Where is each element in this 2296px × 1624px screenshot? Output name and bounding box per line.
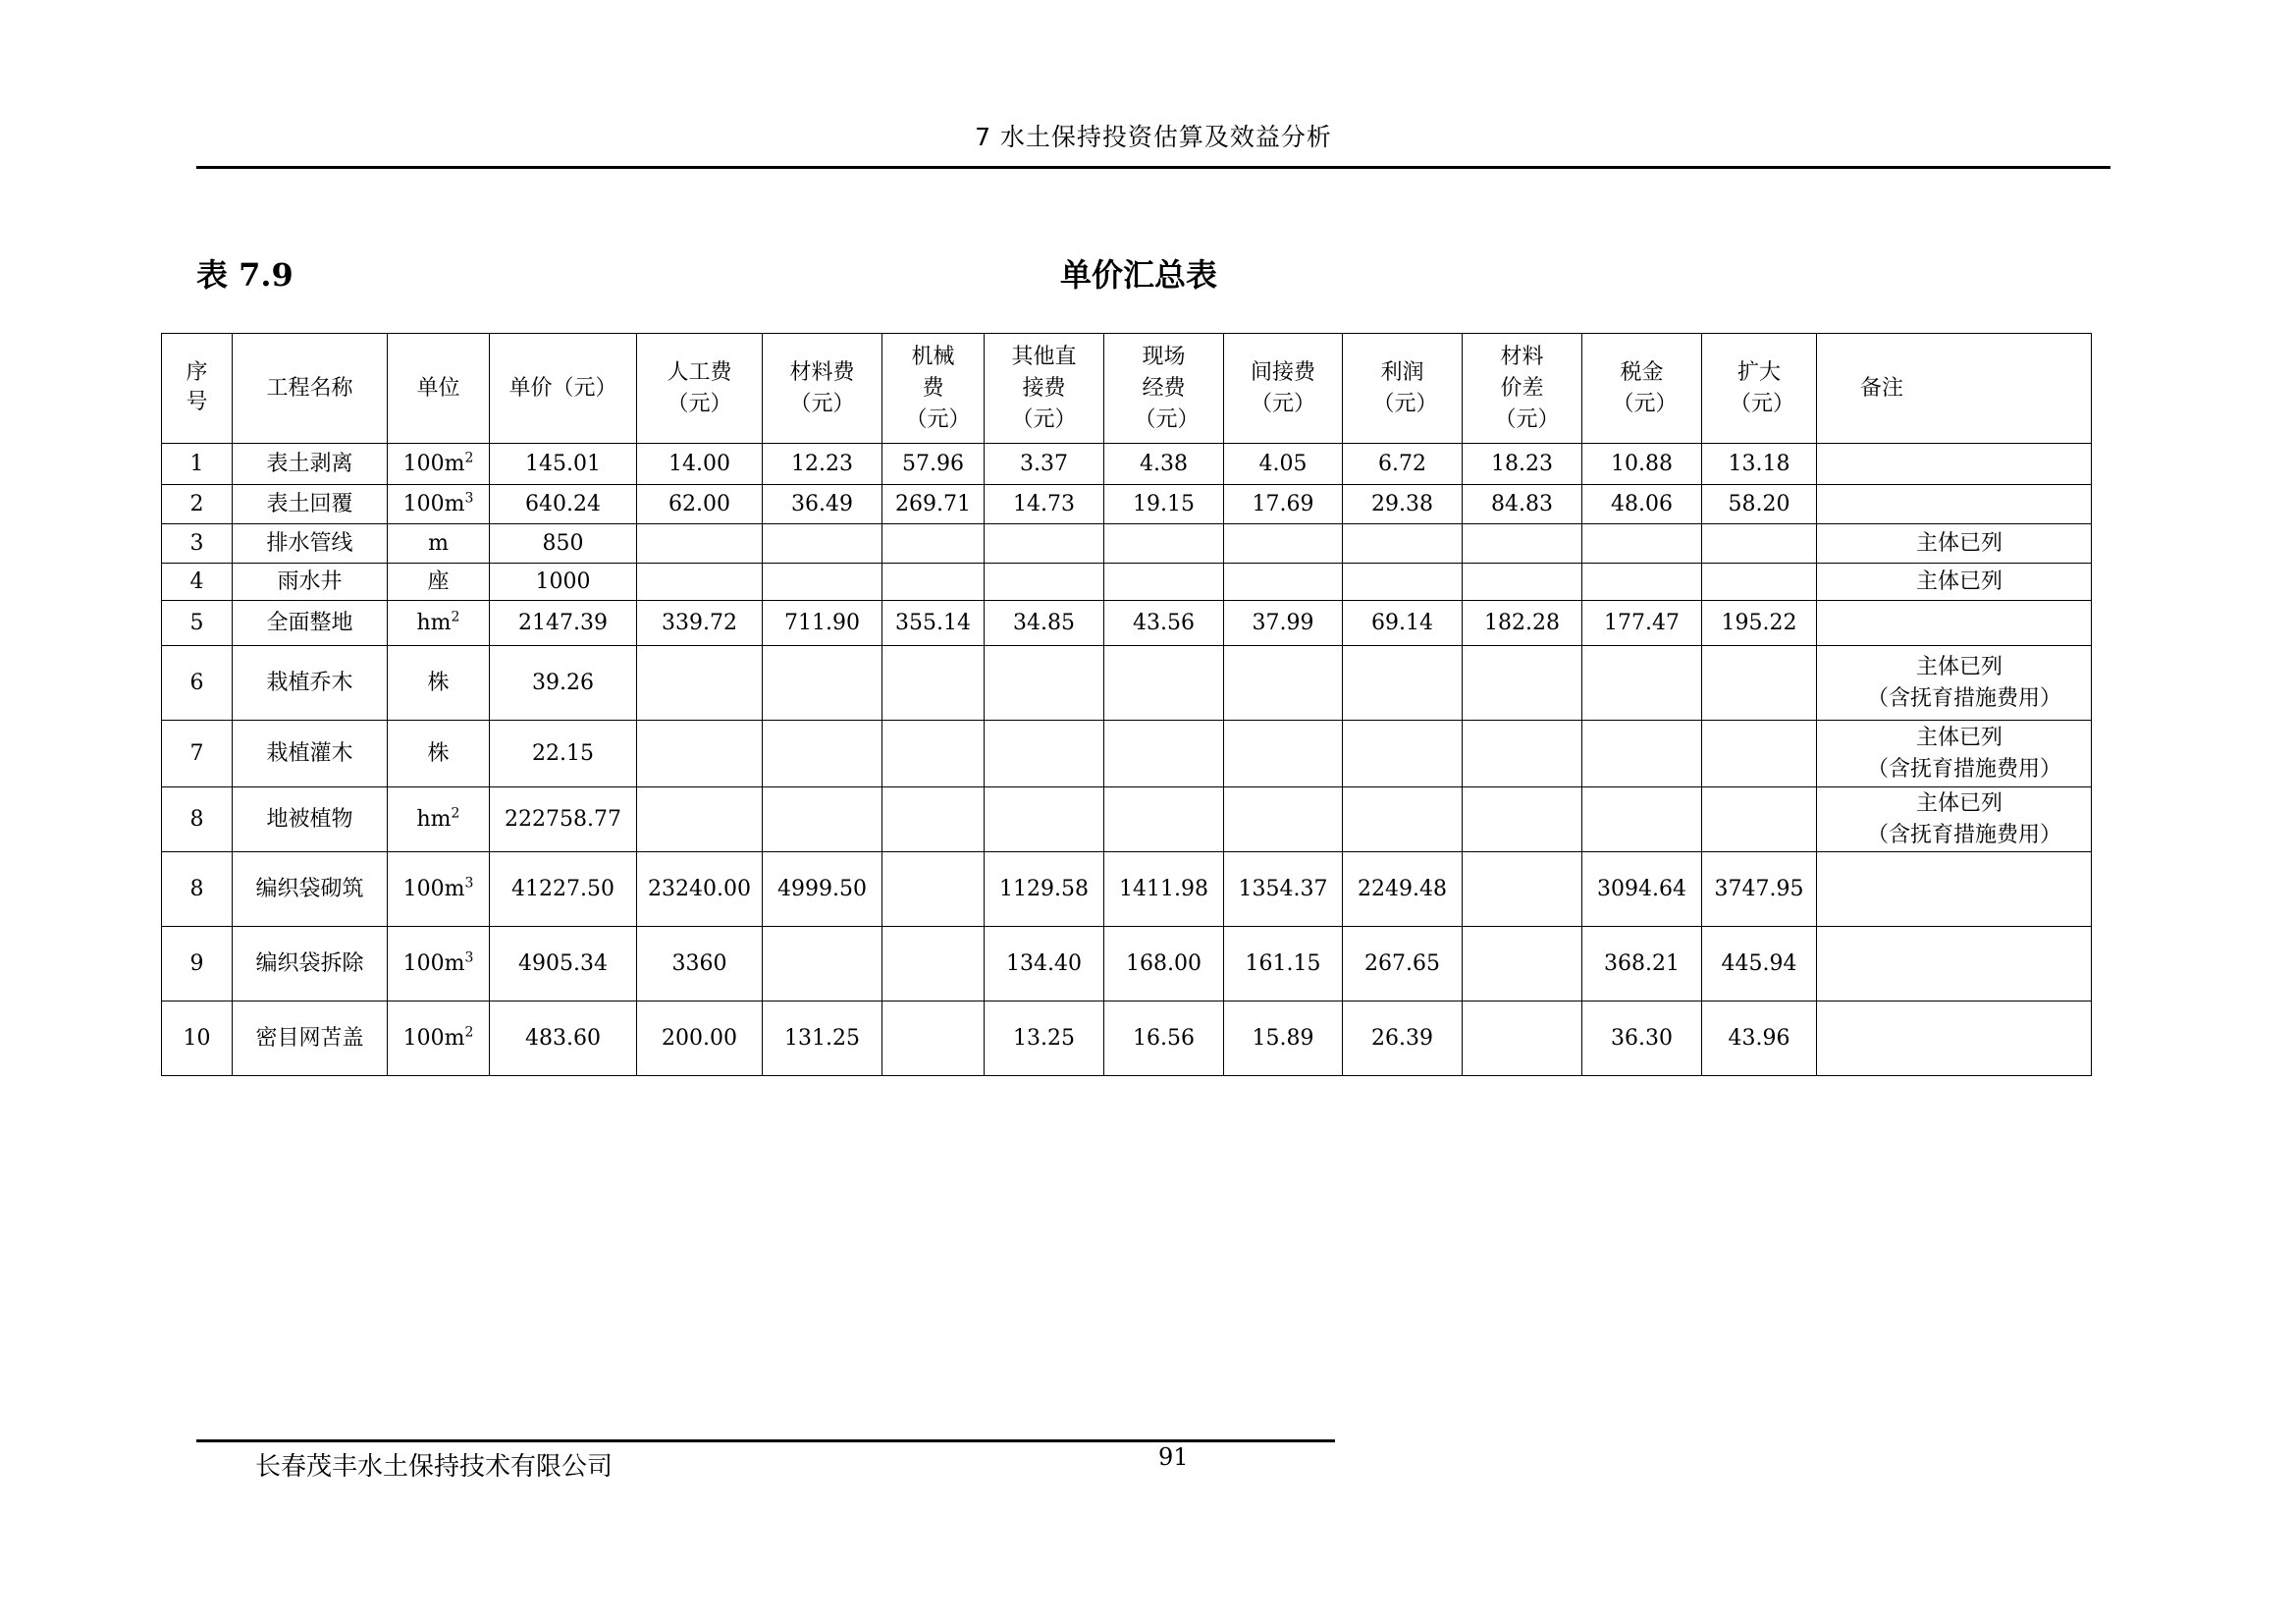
cell-expand — [1702, 524, 1817, 564]
cell-seq: 8 — [162, 787, 233, 852]
remark-line-1: 主体已列 — [1915, 790, 2002, 816]
cell-remark — [1817, 444, 2092, 485]
cell-indirect: 37.99 — [1224, 601, 1343, 646]
cell-tax: 48.06 — [1582, 485, 1702, 524]
cell-labor — [637, 787, 763, 852]
cell-other-direct: 14.73 — [985, 485, 1104, 524]
cell-indirect: 161.15 — [1224, 927, 1343, 1001]
cell-machine: 269.71 — [882, 485, 985, 524]
unit-text: 100m — [402, 876, 465, 901]
cell-expand — [1702, 564, 1817, 601]
unit-text: hm — [416, 806, 452, 832]
page-number: 91 — [1158, 1443, 1189, 1471]
cell-indirect: 4.05 — [1224, 444, 1343, 485]
cell-name: 栽植乔木 — [233, 646, 388, 721]
cell-site: 43.56 — [1104, 601, 1224, 646]
unit-text: 座 — [427, 568, 450, 594]
cell-machine — [882, 564, 985, 601]
unit-superscript: 2 — [451, 609, 460, 625]
cell-material: 36.49 — [763, 485, 882, 524]
cell-tax — [1582, 721, 1702, 787]
cell-profit — [1343, 564, 1463, 601]
cell-tax — [1582, 564, 1702, 601]
cell-name: 表土剥离 — [233, 444, 388, 485]
cell-expand: 58.20 — [1702, 485, 1817, 524]
table-row — [162, 787, 2092, 852]
cell-mat-diff — [1463, 564, 1582, 601]
cell-other-direct — [985, 646, 1104, 721]
cell-machine — [882, 524, 985, 564]
table-row — [162, 444, 2092, 485]
table-row — [162, 601, 2092, 646]
cell-name: 地被植物 — [233, 787, 388, 852]
table-row — [162, 852, 2092, 927]
cell-expand: 195.22 — [1702, 601, 1817, 646]
cell-indirect — [1224, 721, 1343, 787]
cell-labor: 23240.00 — [637, 852, 763, 927]
cell-price: 39.26 — [490, 646, 637, 721]
cell-remark — [1817, 601, 2092, 646]
remark-line-2: （含抚育措施费用） — [1866, 756, 2061, 782]
cell-seq: 3 — [162, 524, 233, 564]
unit-superscript: 3 — [464, 875, 474, 892]
cell-seq: 7 — [162, 721, 233, 787]
cell-remark — [1817, 927, 2092, 1001]
cell-mat-diff — [1463, 852, 1582, 927]
cell-site: 16.56 — [1104, 1001, 1224, 1076]
cell-name: 编织袋拆除 — [233, 927, 388, 1001]
cell-material: 4999.50 — [763, 852, 882, 927]
table-title: 单价汇总表 — [1059, 256, 1217, 294]
table-row — [162, 927, 2092, 1001]
cell-profit: 6.72 — [1343, 444, 1463, 485]
col-mat-diff: 材料价差（元） — [1463, 334, 1582, 444]
cell-unit — [388, 646, 490, 721]
cell-other-direct — [985, 787, 1104, 852]
cell-seq: 2 — [162, 485, 233, 524]
cell-expand: 43.96 — [1702, 1001, 1817, 1076]
cell-profit: 29.38 — [1343, 485, 1463, 524]
cell-tax: 3094.64 — [1582, 852, 1702, 927]
cell-site — [1104, 524, 1224, 564]
cell-profit: 267.65 — [1343, 927, 1463, 1001]
cell-name: 排水管线 — [233, 524, 388, 564]
col-machine: 机械费（元） — [882, 334, 985, 444]
col-site: 现场经费（元） — [1104, 334, 1224, 444]
col-unit: 单位 — [388, 334, 490, 444]
cell-name: 编织袋砌筑 — [233, 852, 388, 927]
unit-text: 100m — [402, 491, 465, 516]
unit-superscript: 2 — [464, 1024, 474, 1041]
cell-seq: 8 — [162, 852, 233, 927]
table-header-row — [162, 334, 2092, 444]
cell-remark — [1817, 852, 2092, 927]
remark-line-2: （含抚育措施费用） — [1866, 822, 2061, 847]
cell-remark — [1817, 646, 2092, 721]
cell-tax — [1582, 787, 1702, 852]
cell-labor: 62.00 — [637, 485, 763, 524]
table-row — [162, 485, 2092, 524]
cell-indirect: 1354.37 — [1224, 852, 1343, 927]
cell-other-direct: 34.85 — [985, 601, 1104, 646]
unit-text: 100m — [402, 950, 465, 976]
cell-price: 483.60 — [490, 1001, 637, 1076]
cell-material — [763, 721, 882, 787]
table-row — [162, 564, 2092, 601]
cell-unit — [388, 721, 490, 787]
cell-expand — [1702, 787, 1817, 852]
cell-price: 41227.50 — [490, 852, 637, 927]
unit-text: 株 — [427, 740, 450, 766]
cell-unit — [388, 564, 490, 601]
cell-name: 密目网苫盖 — [233, 1001, 388, 1076]
unit-text: 100m — [402, 1025, 465, 1051]
cell-machine — [882, 927, 985, 1001]
cell-price: 4905.34 — [490, 927, 637, 1001]
cell-indirect — [1224, 646, 1343, 721]
cell-material: 12.23 — [763, 444, 882, 485]
cell-price: 850 — [490, 524, 637, 564]
col-other-direct: 其他直接费（元） — [985, 334, 1104, 444]
unit-text: m — [428, 530, 449, 556]
cell-unit — [388, 927, 490, 1001]
cell-indirect — [1224, 564, 1343, 601]
cell-mat-diff — [1463, 721, 1582, 787]
cell-price: 2147.39 — [490, 601, 637, 646]
col-seq: 序号 — [162, 334, 233, 444]
cell-price: 22.15 — [490, 721, 637, 787]
cell-remark — [1817, 1001, 2092, 1076]
unit-superscript: 2 — [451, 805, 460, 822]
cell-profit — [1343, 787, 1463, 852]
col-price: 单价（元） — [490, 334, 637, 444]
footer-company: 长春茂丰水土保持技术有限公司 — [255, 1452, 614, 1482]
cell-tax: 36.30 — [1582, 1001, 1702, 1076]
unit-superscript: 3 — [464, 490, 474, 507]
cell-tax: 10.88 — [1582, 444, 1702, 485]
cell-mat-diff: 84.83 — [1463, 485, 1582, 524]
cell-indirect: 15.89 — [1224, 1001, 1343, 1076]
cell-expand — [1702, 721, 1817, 787]
cell-tax: 368.21 — [1582, 927, 1702, 1001]
col-profit: 利润（元） — [1343, 334, 1463, 444]
cell-seq: 9 — [162, 927, 233, 1001]
cell-site: 4.38 — [1104, 444, 1224, 485]
cell-site — [1104, 787, 1224, 852]
cell-labor: 339.72 — [637, 601, 763, 646]
col-tax: 税金（元） — [1582, 334, 1702, 444]
cell-other-direct: 3.37 — [985, 444, 1104, 485]
cell-mat-diff: 18.23 — [1463, 444, 1582, 485]
cell-profit — [1343, 721, 1463, 787]
table-row — [162, 1001, 2092, 1076]
col-expand: 扩大（元） — [1702, 334, 1817, 444]
cell-machine: 57.96 — [882, 444, 985, 485]
cell-profit — [1343, 646, 1463, 721]
cell-other-direct — [985, 721, 1104, 787]
cell-remark — [1817, 787, 2092, 852]
cell-machine — [882, 787, 985, 852]
table-row — [162, 524, 2092, 564]
cell-expand: 3747.95 — [1702, 852, 1817, 927]
cell-name: 全面整地 — [233, 601, 388, 646]
unit-superscript: 2 — [464, 450, 474, 466]
cell-remark — [1817, 721, 2092, 787]
col-indirect: 间接费（元） — [1224, 334, 1343, 444]
cell-material: 711.90 — [763, 601, 882, 646]
cell-seq: 1 — [162, 444, 233, 485]
cell-mat-diff — [1463, 1001, 1582, 1076]
cell-other-direct — [985, 564, 1104, 601]
cell-seq: 10 — [162, 1001, 233, 1076]
cell-material — [763, 564, 882, 601]
cell-material: 131.25 — [763, 1001, 882, 1076]
cell-remark — [1817, 485, 2092, 524]
header-rule — [196, 166, 2110, 169]
cell-site — [1104, 721, 1224, 787]
cell-mat-diff — [1463, 787, 1582, 852]
cell-name: 栽植灌木 — [233, 721, 388, 787]
cell-tax: 177.47 — [1582, 601, 1702, 646]
cell-remark: 主体已列 — [1817, 524, 2092, 564]
cell-machine — [882, 1001, 985, 1076]
cell-profit: 2249.48 — [1343, 852, 1463, 927]
cell-labor — [637, 646, 763, 721]
cell-mat-diff — [1463, 524, 1582, 564]
cell-expand: 445.94 — [1702, 927, 1817, 1001]
table-number: 表 7.9 — [196, 256, 294, 294]
footer-rule — [196, 1439, 1335, 1442]
cell-machine: 355.14 — [882, 601, 985, 646]
cell-tax — [1582, 646, 1702, 721]
cell-name: 雨水井 — [233, 564, 388, 601]
cell-labor: 3360 — [637, 927, 763, 1001]
cell-seq: 6 — [162, 646, 233, 721]
unit-superscript: 3 — [464, 949, 474, 966]
cell-mat-diff — [1463, 646, 1582, 721]
running-header: 7 水土保持投资估算及效益分析 — [975, 123, 1332, 151]
cell-price: 1000 — [490, 564, 637, 601]
cell-site — [1104, 646, 1224, 721]
cell-labor — [637, 721, 763, 787]
remark-line-2: （含抚育措施费用） — [1866, 685, 2061, 711]
cell-tax — [1582, 524, 1702, 564]
col-material: 材料费（元） — [763, 334, 882, 444]
cell-machine — [882, 646, 985, 721]
cell-seq: 4 — [162, 564, 233, 601]
cell-profit: 26.39 — [1343, 1001, 1463, 1076]
unit-text: 100m — [402, 451, 465, 476]
cell-material — [763, 787, 882, 852]
cell-mat-diff: 182.28 — [1463, 601, 1582, 646]
table-row — [162, 721, 2092, 787]
cell-unit — [388, 524, 490, 564]
cell-remark: 主体已列 — [1817, 564, 2092, 601]
remark-line-1: 主体已列 — [1915, 654, 2002, 679]
col-labor: 人工费（元） — [637, 334, 763, 444]
cell-unit — [388, 1001, 490, 1076]
cell-price: 222758.77 — [490, 787, 637, 852]
cell-indirect — [1224, 787, 1343, 852]
cell-mat-diff — [1463, 927, 1582, 1001]
cell-indirect — [1224, 524, 1343, 564]
remark-line-1: 主体已列 — [1915, 725, 2002, 750]
cell-machine — [882, 852, 985, 927]
cell-profit — [1343, 524, 1463, 564]
cell-name: 表土回覆 — [233, 485, 388, 524]
cell-expand — [1702, 646, 1817, 721]
cell-site: 1411.98 — [1104, 852, 1224, 927]
cell-other-direct — [985, 524, 1104, 564]
cell-site: 19.15 — [1104, 485, 1224, 524]
cell-labor — [637, 564, 763, 601]
unit-text: hm — [416, 610, 452, 635]
cell-labor — [637, 524, 763, 564]
cell-labor: 200.00 — [637, 1001, 763, 1076]
table-row — [162, 646, 2092, 721]
cell-unit — [388, 852, 490, 927]
cell-unit — [388, 601, 490, 646]
cell-site: 168.00 — [1104, 927, 1224, 1001]
cell-material — [763, 927, 882, 1001]
cell-expand: 13.18 — [1702, 444, 1817, 485]
cell-machine — [882, 721, 985, 787]
cell-seq: 5 — [162, 601, 233, 646]
unit-text: 株 — [427, 670, 450, 695]
unit-price-table — [161, 333, 2092, 1076]
cell-price: 640.24 — [490, 485, 637, 524]
cell-price: 145.01 — [490, 444, 637, 485]
cell-other-direct: 1129.58 — [985, 852, 1104, 927]
cell-unit — [388, 485, 490, 524]
col-name: 工程名称 — [233, 334, 388, 444]
cell-labor: 14.00 — [637, 444, 763, 485]
cell-indirect: 17.69 — [1224, 485, 1343, 524]
cell-unit — [388, 787, 490, 852]
col-remark: 备注 — [1817, 334, 2092, 444]
cell-other-direct: 13.25 — [985, 1001, 1104, 1076]
cell-material — [763, 524, 882, 564]
cell-material — [763, 646, 882, 721]
cell-other-direct: 134.40 — [985, 927, 1104, 1001]
cell-site — [1104, 564, 1224, 601]
cell-profit: 69.14 — [1343, 601, 1463, 646]
cell-unit — [388, 444, 490, 485]
